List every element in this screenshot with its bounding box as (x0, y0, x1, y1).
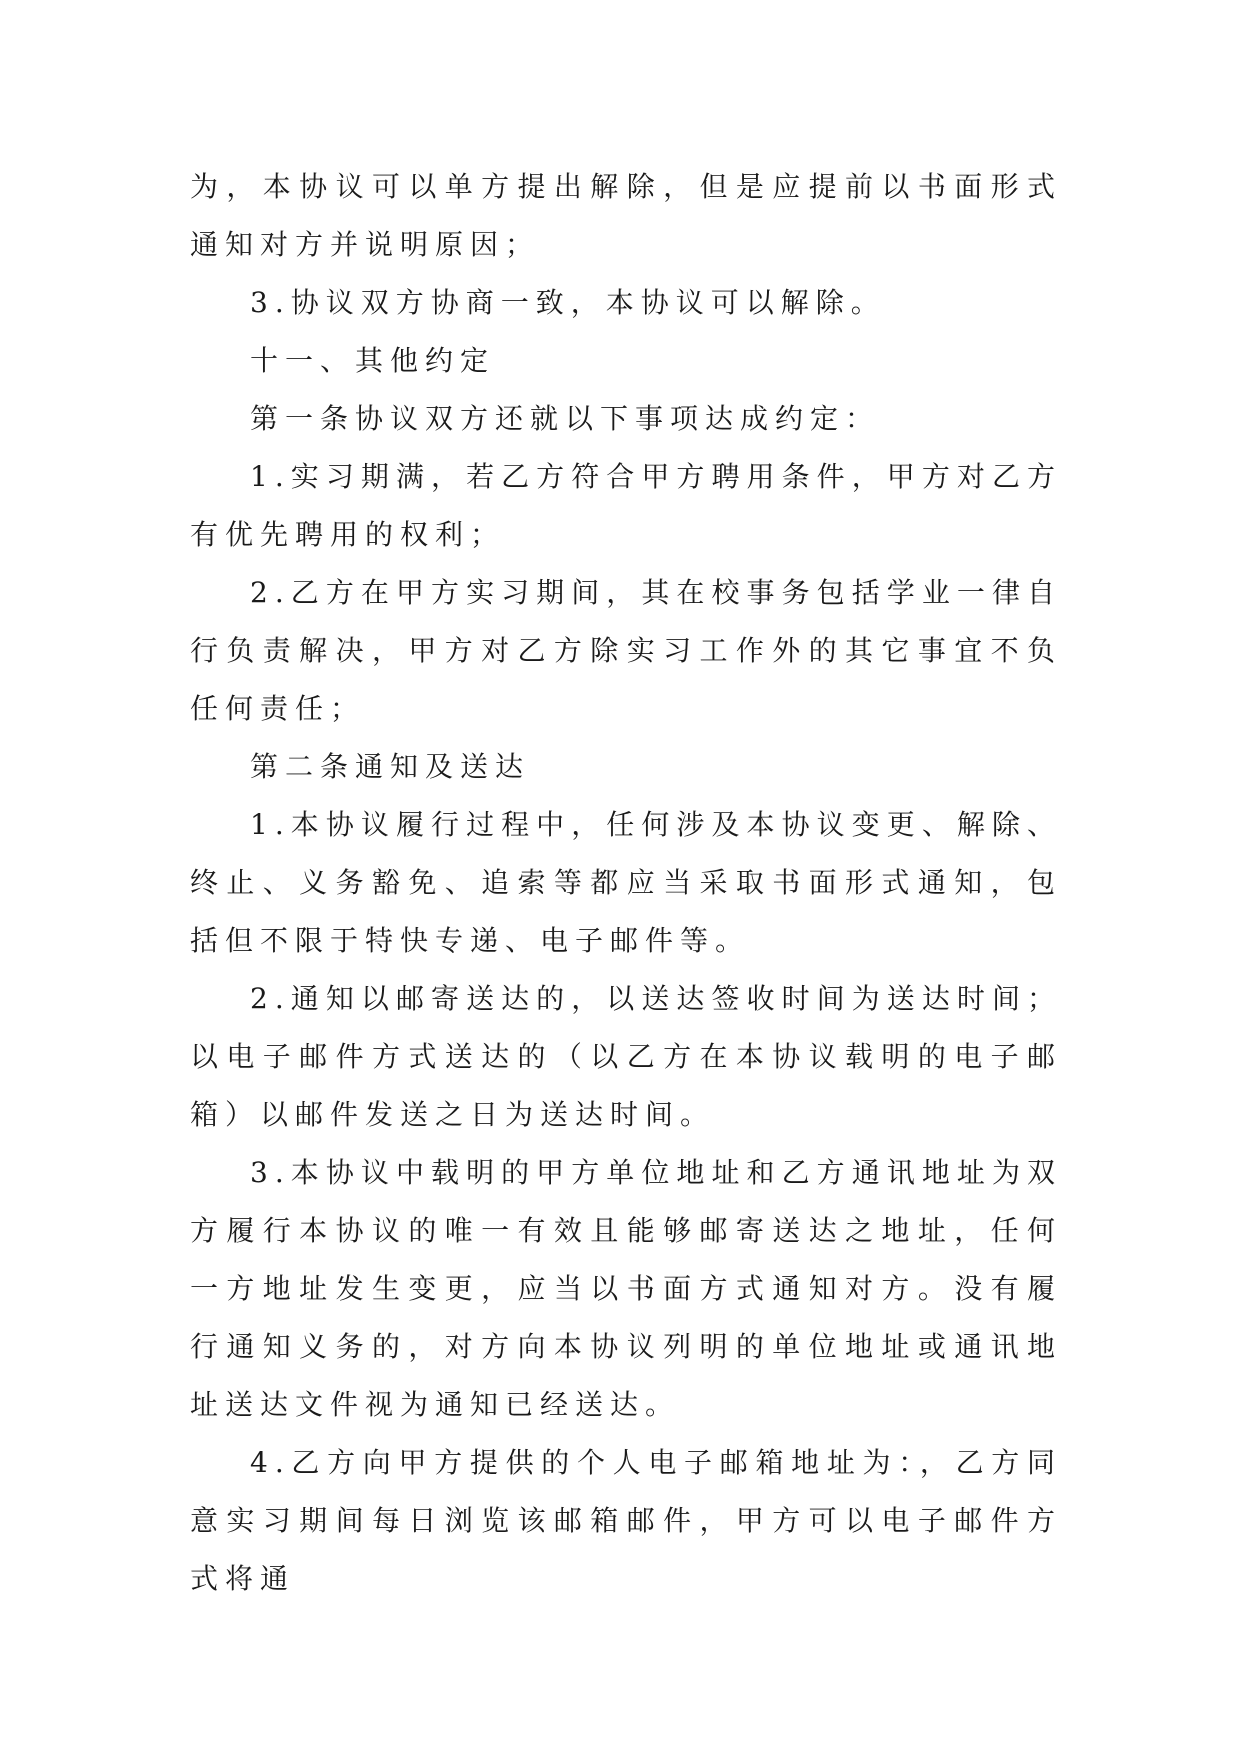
paragraph-termination-continuation: 为，本协议可以单方提出解除，但是应提前以书面形式通知对方并说明原因； (190, 170, 1062, 261)
article-2-item-2: 2.通知以邮寄送达的，以送达签收时间为送达时间；以电子邮件方式送达的（以乙方在本协议载明的电子邮箱）以邮件发送之日为送达时间。 (190, 982, 1062, 1131)
article-2-item-3: 3.本协议中载明的甲方单位地址和乙方通讯地址为双方履行本协议的唯一有效且能够邮寄送达之地址，任何一方地址发生变更，应当以书面方式通知对方。没有履行通知义务的，对方向本协议列明的单位地址或通讯地址送达文件视为通知已经送达。 (190, 1156, 1062, 1421)
paragraph-termination-item-3: 3.协议双方协商一致，本协议可以解除。 (250, 286, 886, 319)
article-2-item-1: 1.本协议履行过程中，任何涉及本协议变更、解除、终止、义务豁免、追索等都应当采取书面形式通知，包括但不限于特快专递、电子邮件等。 (190, 808, 1062, 957)
document-body (190, 158, 1062, 1608)
article-1-item-2: 2.乙方在甲方实习期间，其在校事务包括学业一律自行负责解决，甲方对乙方除实习工作外的其它事宜不负任何责任； (190, 576, 1062, 725)
section-heading-other-agreements: 十一、其他约定 (250, 344, 496, 377)
article-1-heading: 第一条协议双方还就以下事项达成约定： (250, 402, 881, 435)
article-2-heading: 第二条通知及送达 (250, 750, 531, 783)
article-2-item-4: 4.乙方向甲方提供的个人电子邮箱地址为：，乙方同意实习期间每日浏览该邮箱邮件，甲方可以电子邮件方式将通 (190, 1446, 1062, 1595)
article-1-item-1: 1.实习期满，若乙方符合甲方聘用条件，甲方对乙方有优先聘用的权利； (190, 460, 1062, 551)
